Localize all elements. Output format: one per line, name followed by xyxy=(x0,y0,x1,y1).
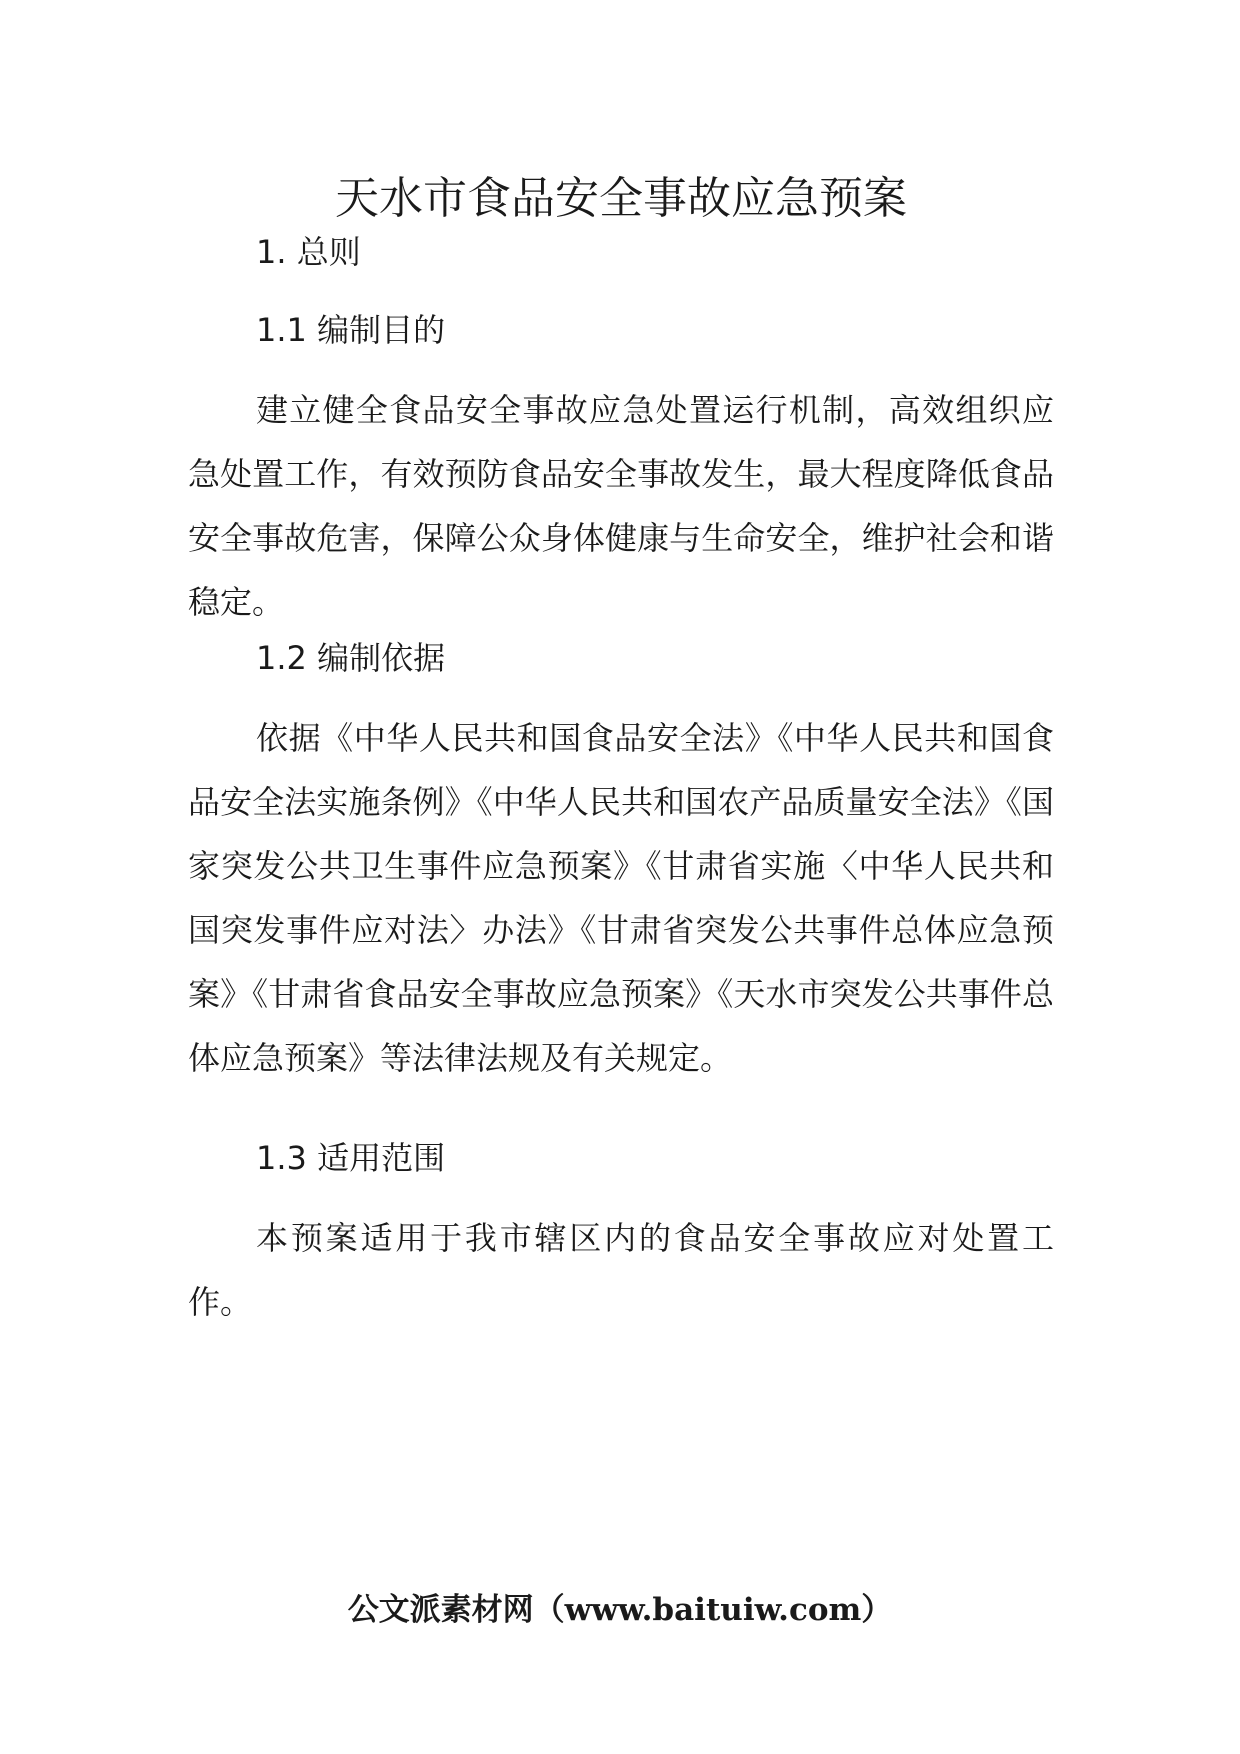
section-body-purpose: 建立健全食品安全事故应急处置运行机制，高效组织应急处置工作，有效预防食品安全事故发生，最大程度降低食品安全事故危害，保障公众身体健康与生命安全，维护社会和谐稳定。 xyxy=(188,391,1054,621)
source-footer: 公文派素材网（www.baituiw.com） xyxy=(347,1592,893,1628)
document-page xyxy=(188,0,1054,1754)
section-heading-basis: 1.2 编制依据 xyxy=(256,639,446,677)
section-body-scope: 本预案适用于我市辖区内的食品安全事故应对处置工作。 xyxy=(188,1219,1054,1321)
section-heading-scope: 1.3 适用范围 xyxy=(256,1139,446,1177)
section-heading-general: 1. 总则 xyxy=(256,233,361,271)
section-body-basis: 依据《中华人民共和国食品安全法》《中华人民共和国食品安全法实施条例》《中华人民共和国农产品质量安全法》《国家突发公共卫生事件应急预案》《甘肃省实施〈中华人民共和国突发事件应对法〉办法》《甘肃省突发公共事件总体应急预案》《甘肃省食品安全事故应急预案》《天水市突发公共事件总体应急预案》等法律法规及有关规定。 xyxy=(188,719,1054,1077)
document-title: 天水市食品安全事故应急预案 xyxy=(335,173,907,224)
section-heading-purpose: 1.1 编制目的 xyxy=(256,311,446,349)
